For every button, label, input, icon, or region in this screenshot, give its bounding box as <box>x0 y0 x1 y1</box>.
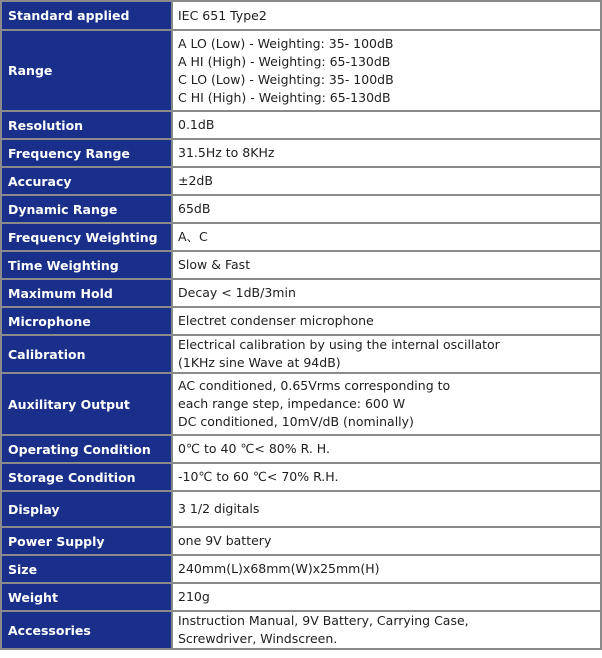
spec-row <box>2 140 600 166</box>
spec-row <box>2 336 600 372</box>
spec-value <box>173 140 600 166</box>
spec-label: Size <box>2 556 171 582</box>
spec-value-line: Decay < 1dB/3min <box>178 285 296 300</box>
spec-value-line: DC conditioned, 10mV/dB (nominally) <box>178 414 414 429</box>
spec-value-line: 31.5Hz to 8KHz <box>178 145 275 160</box>
spec-table-body <box>2 2 600 648</box>
spec-label: Resolution <box>2 112 171 138</box>
spec-label: Calibration <box>2 336 171 372</box>
spec-value-line: A LO (Low) - Weighting: 35- 100dB <box>178 35 394 51</box>
spec-value <box>173 252 600 278</box>
spec-value <box>173 436 600 462</box>
spec-label: Operating Condition <box>2 436 171 462</box>
spec-label: Storage Condition <box>2 464 171 490</box>
spec-value <box>173 280 600 306</box>
spec-label: Frequency Range <box>2 140 171 166</box>
spec-row <box>2 168 600 194</box>
spec-label: Weight <box>2 584 171 610</box>
spec-row <box>2 612 600 648</box>
spec-value-line: Electret condenser microphone <box>178 313 374 328</box>
spec-label: Accessories <box>2 612 171 648</box>
spec-row <box>2 436 600 462</box>
spec-row <box>2 556 600 582</box>
spec-value-line: Instruction Manual, 9V Battery, Carrying Case, <box>178 613 469 628</box>
spec-value <box>173 168 600 194</box>
spec-row <box>2 2 600 29</box>
spec-value-line: -10℃ to 60 ℃< 70% R.H. <box>178 469 339 484</box>
spec-value <box>173 308 600 334</box>
spec-row <box>2 584 600 610</box>
spec-value <box>173 584 600 610</box>
spec-value <box>173 224 600 250</box>
spec-label: Microphone <box>2 308 171 334</box>
spec-row <box>2 464 600 490</box>
spec-value-line: 240mm(L)x68mm(W)x25mm(H) <box>178 561 380 576</box>
spec-value-line: IEC 651 Type2 <box>178 7 267 23</box>
spec-row <box>2 252 600 278</box>
spec-label: Maximum Hold <box>2 280 171 306</box>
spec-row <box>2 224 600 250</box>
spec-value-line: 0℃ to 40 ℃< 80% R. H. <box>178 441 330 456</box>
spec-value <box>173 2 600 29</box>
spec-value <box>173 528 600 554</box>
spec-label: Frequency Weighting <box>2 224 171 250</box>
spec-value <box>173 612 600 648</box>
spec-value <box>173 492 600 526</box>
spec-value-line: 65dB <box>178 201 211 216</box>
spec-label: Standard applied <box>2 2 171 29</box>
spec-value <box>173 374 600 434</box>
spec-value <box>173 556 600 582</box>
spec-value-line: C HI (High) - Weighting: 65-130dB <box>178 89 391 105</box>
spec-label: Time Weighting <box>2 252 171 278</box>
spec-value-line: A HI (High) - Weighting: 65-130dB <box>178 53 391 69</box>
spec-row <box>2 280 600 306</box>
spec-row <box>2 308 600 334</box>
spec-row <box>2 196 600 222</box>
spec-value-line: each range step, impedance: 600 W <box>178 396 406 411</box>
spec-label: Range <box>2 31 171 110</box>
spec-value-line: 0.1dB <box>178 117 215 132</box>
spec-value-line: Slow & Fast <box>178 257 251 272</box>
spec-value <box>173 31 600 110</box>
spec-value <box>173 336 600 372</box>
spec-row <box>2 31 600 110</box>
spec-label: Auxilitary Output <box>2 374 171 434</box>
spec-row <box>2 374 600 434</box>
spec-value-line: A、C <box>178 229 208 244</box>
spec-value-line: ±2dB <box>178 173 213 188</box>
spec-row <box>2 492 600 526</box>
spec-value-line: Electrical calibration by using the internal oscillator <box>178 337 500 352</box>
spec-value-line: 3 1/2 digitals <box>178 501 260 516</box>
spec-value <box>173 196 600 222</box>
spec-label: Accuracy <box>2 168 171 194</box>
spec-label: Power Supply <box>2 528 171 554</box>
spec-value-line: (1KHz sine Wave at 94dB) <box>178 355 341 370</box>
spec-value-line: one 9V battery <box>178 533 272 548</box>
spec-label: Display <box>2 492 171 526</box>
spec-value <box>173 112 600 138</box>
spec-value-line: C LO (Low) - Weighting: 35- 100dB <box>178 71 394 87</box>
spec-row <box>2 528 600 554</box>
spec-label: Dynamic Range <box>2 196 171 222</box>
spec-value-line: AC conditioned, 0.65Vrms corresponding to <box>178 378 451 393</box>
spec-value <box>173 464 600 490</box>
spec-value-line: Screwdriver, Windscreen. <box>178 631 338 646</box>
spec-row <box>2 112 600 138</box>
spec-value-line: 210g <box>178 589 210 604</box>
